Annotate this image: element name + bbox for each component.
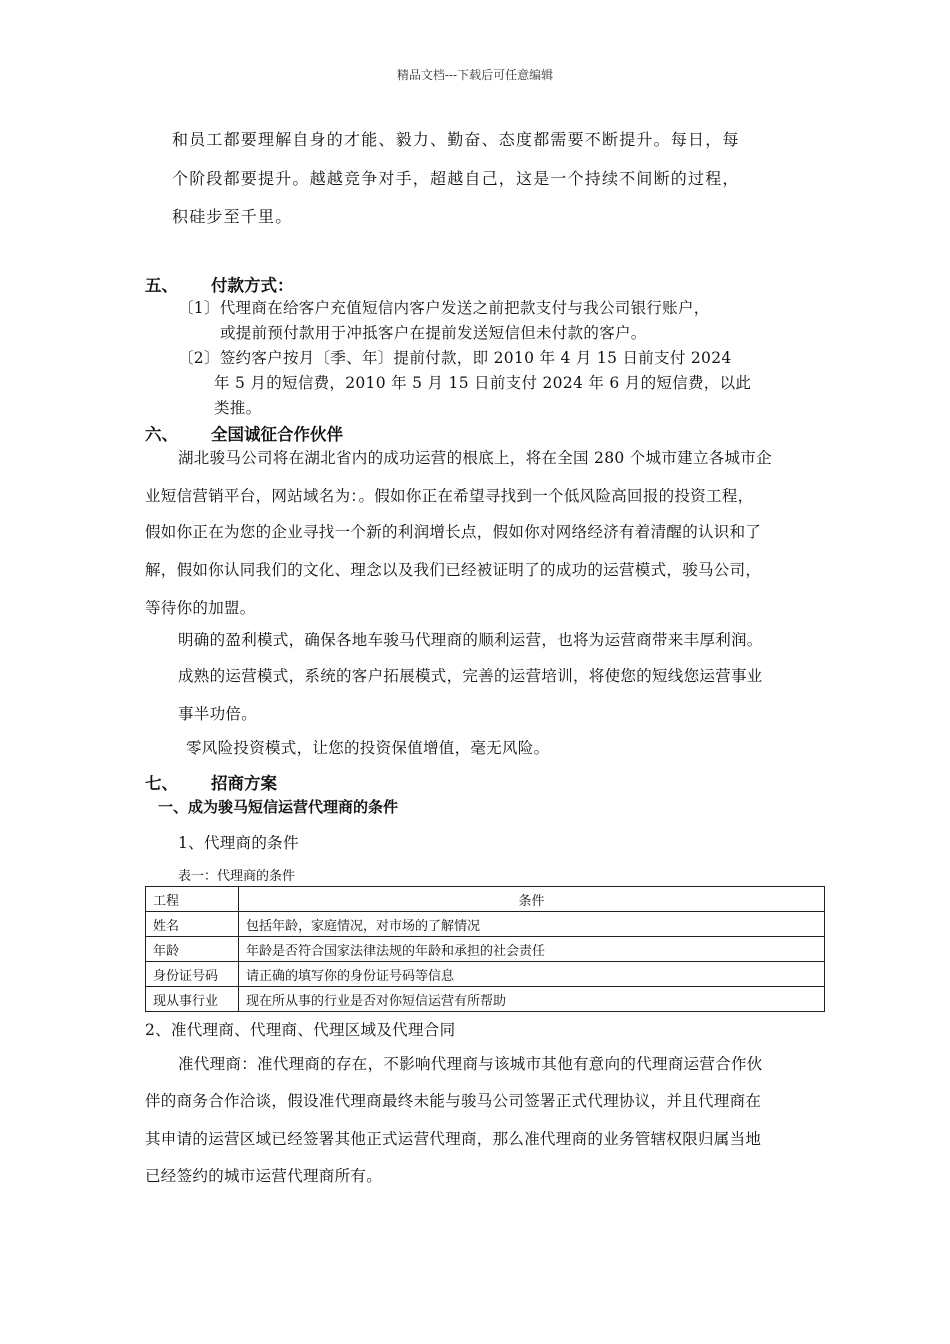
table-header-cell: 工程 (146, 887, 239, 912)
table-row (146, 987, 825, 1012)
section-6-title: 全国诚征合作伙伴 (211, 425, 343, 444)
section-5-number: 五、 (145, 276, 178, 295)
section-5-heading (145, 272, 294, 296)
section-7-heading (145, 770, 277, 794)
agent-para-line-3: 其申请的运营区域已经签署其他正式运营代理商，那么准代理商的业务管辖权限归属当地 (145, 1130, 762, 1148)
table-cell-item: 姓名 (146, 912, 239, 937)
table-cell-item: 身份证号码 (146, 962, 239, 987)
page-header: 精品文档---下载后可任意编辑 (396, 68, 554, 82)
subsection-1-1-title: 1、代理商的条件 (178, 834, 299, 852)
payment-item-2-line-2: 年 5 月的短信费，2010 年 5 月 15 日前支付 2024 年 6 月的短信费，以此 (214, 374, 752, 392)
table-caption: 表一：代理商的条件 (178, 869, 296, 884)
payment-item-1-line-2: 或提前预付款用于冲抵客户在提前发送短信但未付款的客户。 (220, 324, 647, 342)
intro-line-2: 个阶段都要提升。越越竞争对手，超越自己，这是一个持续不间断的过程， (172, 169, 740, 188)
table-cell-condition: 年龄是否符合国家法律法规的年龄和承担的社会责任 (239, 937, 825, 962)
partner-para-line-3: 假如你正在为您的企业寻找一个新的利润增长点，假如你对网络经济有着清醒的认识和了 (145, 523, 762, 541)
payment-item-2-line-3: 类推。 (214, 399, 262, 417)
table-cell-condition: 包括年龄，家庭情况，对市场的了解情况 (239, 912, 825, 937)
section-5-title: 付款方式： (211, 276, 294, 295)
agent-conditions-table (145, 886, 825, 1012)
table-cell-condition: 请正确的填写你的身份证号码等信息 (239, 962, 825, 987)
intro-line-3: 积硅步至千里。 (172, 207, 293, 226)
partner-point-2-line-1: 成熟的运营模式，系统的客户拓展模式，完善的运营培训，将使您的短线您运营事业 (178, 667, 763, 685)
payment-item-1-line-1: 〔1〕代理商在给客户充值短信内客户发送之前把款支付与我公司银行账户， (178, 299, 710, 317)
table-header-row (146, 887, 825, 912)
agent-para-line-4: 已经签约的城市运营代理商所有。 (145, 1167, 383, 1185)
subsection-2-title: 2、准代理商、代理商、代理区域及代理合同 (145, 1021, 456, 1039)
payment-item-2-line-1: 〔2〕签约客户按月〔季、年〕提前付款，即 2010 年 4 月 15 日前支付 2024 (178, 349, 732, 367)
partner-point-1: 明确的盈利模式，确保各地车骏马代理商的顺利运营，也将为运营商带来丰厚利润。 (178, 631, 763, 649)
subsection-1-title: 一、成为骏马短信运营代理商的条件 (158, 798, 399, 816)
partner-para-line-2: 业短信营销平台，网站域名为：。假如你正在希望寻找到一个低风险高回报的投资工程， (145, 487, 754, 505)
table-cell-item: 年龄 (146, 937, 239, 962)
partner-point-3: 零风险投资模式，让您的投资保值增值，毫无风险。 (186, 739, 550, 757)
partner-para-line-4: 解，假如你认同我们的文化、理念以及我们已经被证明了的成功的运营模式，骏马公司， (145, 561, 762, 579)
agent-para-line-1: 准代理商：准代理商的存在，不影响代理商与该城市其他有意向的代理商运营合作伙 (178, 1055, 763, 1073)
section-6-number: 六、 (145, 425, 178, 444)
partner-para-line-5: 等待你的加盟。 (145, 599, 256, 617)
table-cell-condition: 现在所从事的行业是否对你短信运营有所帮助 (239, 987, 825, 1012)
table-row (146, 937, 825, 962)
intro-line-1: 和员工都要理解自身的才能、毅力、勤奋、态度都需要不断提升。每日，每 (172, 130, 740, 149)
partner-para-line-1: 湖北骏马公司将在湖北省内的成功运营的根底上，将在全国 280 个城市建立各城市企 (178, 449, 772, 467)
section-6-heading (145, 421, 343, 445)
table-row (146, 962, 825, 987)
section-7-number: 七、 (145, 774, 178, 793)
table-header-cell: 条件 (239, 887, 825, 912)
section-7-title: 招商方案 (211, 774, 277, 793)
partner-point-2-line-2: 事半功倍。 (178, 705, 258, 723)
agent-para-line-2: 伴的商务合作洽谈，假设准代理商最终未能与骏马公司签署正式代理协议，并且代理商在 (145, 1092, 762, 1110)
table-row (146, 912, 825, 937)
table-cell-item: 现从事行业 (146, 987, 239, 1012)
